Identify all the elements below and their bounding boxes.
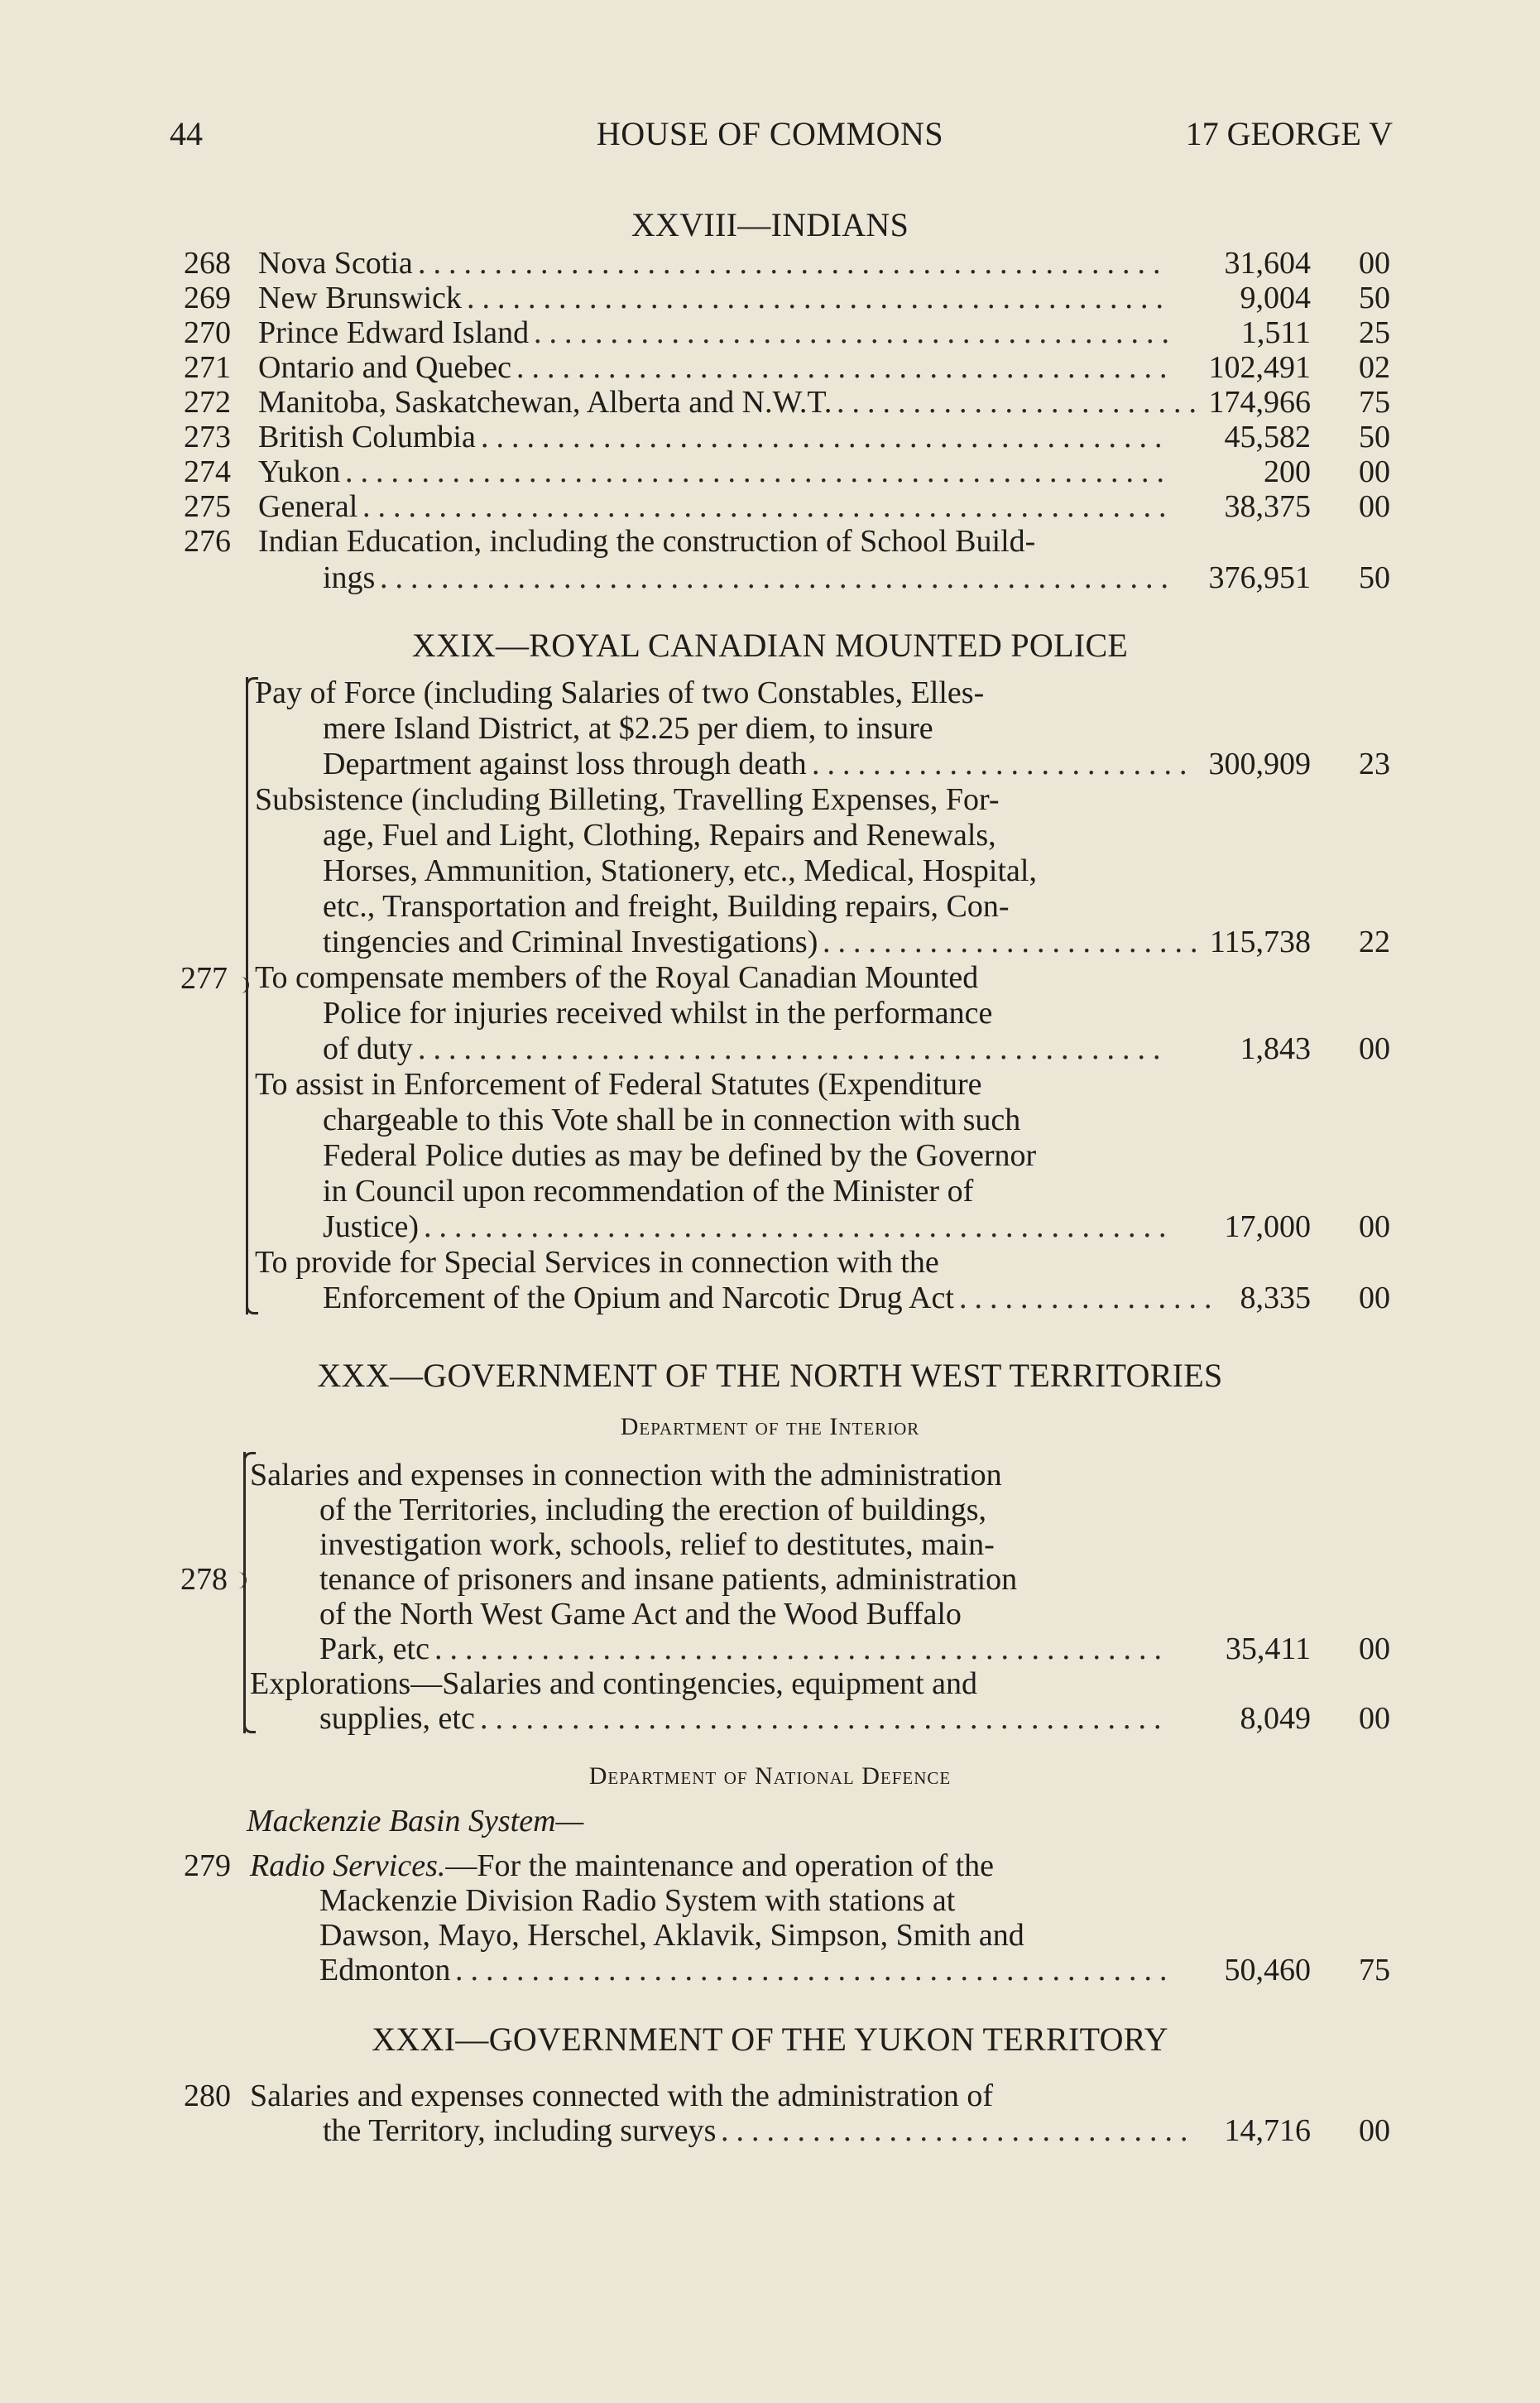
dot-leader: .........................: [812, 747, 1195, 781]
item-line-continued: [0, 1173, 1540, 1209]
item-line-continued: [0, 1492, 1540, 1528]
vote-label: Nova Scotia: [258, 246, 413, 281]
item-line: [0, 1244, 1540, 1281]
department-defence-heading: Department of National Defence: [588, 1762, 952, 1790]
item-line-continued: [0, 1209, 1540, 1245]
vote-amount: 200: [1264, 454, 1311, 489]
vote-amount: 174,966: [1208, 385, 1311, 420]
vote-amount: 9,004: [1240, 281, 1311, 315]
vote-label: Salaries and expenses connected with the administration of: [250, 2079, 994, 2113]
item-label-continued: of the North West Game Act and the Wood Buffalo: [319, 1597, 962, 1632]
item-line-continued: [0, 924, 1540, 960]
vote-label-continued: the Territory, including surveys: [323, 2113, 717, 2148]
item-amount: 8,049: [1240, 1701, 1311, 1736]
vote-row: [0, 315, 1540, 351]
vote-row-279-continued: [0, 1882, 1540, 1919]
vote-number: 279: [184, 1848, 231, 1883]
vote-row-276-line2: [0, 560, 1540, 596]
vote-number: 276: [184, 524, 231, 559]
item-line: [0, 1457, 1540, 1493]
vote-row-279-continued: [0, 1917, 1540, 1954]
section-title-indians: XXVIII—INDIANS: [631, 206, 909, 243]
vote-amount: 45,582: [1224, 420, 1311, 454]
vote-number: 269: [184, 281, 231, 315]
vote-cents: 50: [1359, 281, 1390, 315]
item-line-continued: [0, 1526, 1540, 1563]
vote-row: [0, 419, 1540, 455]
item-label-continued: tingencies and Criminal Investigations): [323, 925, 818, 959]
vote-row-280-line2: [0, 2112, 1540, 2149]
item-label: To assist in Enforcement of Federal Statutes (Expenditure: [255, 1067, 982, 1102]
vote-label-continued: ings: [323, 560, 376, 595]
dot-leader: ...........................................: [516, 350, 1175, 385]
item-label-continued: investigation work, schools, relief to destitutes, main-: [319, 1527, 995, 1562]
vote-amount: 14,716: [1224, 2113, 1311, 2148]
item-label-continued: Department against loss through death: [323, 747, 807, 781]
vote-number: 273: [184, 420, 231, 454]
dot-leader: ..............................................: [467, 281, 1171, 315]
vote-row-280-line1: [0, 2078, 1540, 2114]
vote-cents: 02: [1359, 350, 1390, 385]
item-amount: 8,335: [1240, 1281, 1311, 1315]
item-label: To compensate members of the Royal Canadian Mounted: [255, 960, 979, 995]
section-title-yukon: XXXI—GOVERNMENT OF THE YUKON TERRITORY: [372, 2021, 1168, 2058]
dot-leader: .....................................................: [362, 489, 1174, 524]
vote-label-continued: Mackenzie Division Radio System with stations at: [319, 1883, 956, 1918]
item-label-continued: mere Island District, at $2.25 per diem, to insure: [323, 711, 933, 746]
running-title: HOUSE OF COMMONS: [596, 115, 944, 152]
item-amount: 35,411: [1225, 1632, 1311, 1666]
dot-leader: ...............................: [721, 2113, 1196, 2148]
item-line-continued: [0, 746, 1540, 782]
vote-row: [0, 349, 1540, 386]
vote-number: 280: [184, 2079, 231, 2113]
dot-leader: .........................: [823, 925, 1206, 959]
vote-number: 271: [184, 350, 231, 385]
item-amount: 115,738: [1209, 925, 1311, 959]
vote-cents: 00: [1359, 454, 1390, 489]
item-label-continued: Police for injuries received whilst in the performance: [323, 996, 993, 1031]
vote-amount: 31,604: [1224, 246, 1311, 281]
vote-number: 272: [184, 385, 231, 420]
item-line: [0, 781, 1540, 818]
item-label-continued: Horses, Ammunition, Stationery, etc., Medical, Hospital,: [323, 853, 1037, 888]
vote-amount: 1,511: [1240, 315, 1311, 350]
vote-label: General: [258, 489, 358, 524]
item-label-continued: etc., Transportation and freight, Building repairs, Con-: [323, 889, 1010, 924]
item-line-continued: [0, 1631, 1540, 1667]
regnal-year: 17 GEORGE V: [1185, 115, 1393, 152]
vote-amount: 376,951: [1208, 560, 1311, 595]
item-label-continued: of duty: [323, 1031, 413, 1066]
vote-label: Manitoba, Saskatchewan, Alberta and N.W.T.: [258, 385, 832, 420]
item-cents: 00: [1359, 1632, 1390, 1666]
vote-label: Ontario and Quebec: [258, 350, 511, 385]
item-line: [0, 1665, 1540, 1702]
item-label: Subsistence (including Billeting, Travelling Expenses, For-: [255, 782, 1000, 817]
item-label-continued: Justice): [323, 1209, 420, 1244]
radio-services-text: —For the maintenance and operation of the: [445, 1848, 995, 1883]
vote-number: 268: [184, 246, 231, 281]
vote-cents: 50: [1359, 560, 1390, 595]
item-label-continued: Federal Police duties as may be defined by the Governor: [323, 1138, 1037, 1173]
vote-row: [0, 280, 1540, 316]
vote-label-continued: Edmonton: [319, 1953, 451, 1987]
item-line-continued: [0, 817, 1540, 853]
dot-leader: ...............................................: [455, 1953, 1175, 1987]
item-label: Salaries and expenses in connection with the administration: [250, 1458, 1002, 1492]
item-line-continued: [0, 710, 1540, 747]
vote-amount: 38,375: [1224, 489, 1311, 524]
item-line: [0, 675, 1540, 711]
vote-row: [0, 245, 1540, 281]
vote-label: Indian Education, including the construction of School Build-: [258, 524, 1036, 559]
item-line-continued: [0, 1596, 1540, 1632]
vote-row: [0, 454, 1540, 490]
section-title-nwt: XXX—GOVERNMENT OF THE NORTH WEST TERRITORIES: [317, 1357, 1223, 1394]
vote-row-279-continued: [0, 1952, 1540, 1988]
vote-cents: 50: [1359, 420, 1390, 454]
item-amount: 1,843: [1240, 1031, 1311, 1066]
vote-row-276-line1: [0, 523, 1540, 560]
vote-row: [0, 384, 1540, 421]
vote-number-277: 277: [180, 961, 228, 996]
item-line-continued: [0, 1031, 1540, 1067]
dot-leader: .................................................: [418, 1031, 1168, 1066]
radio-services-lead: Radio Services.: [250, 1848, 446, 1883]
item-label-continued: Park, etc: [319, 1632, 429, 1666]
vote-row-279-line1: [0, 1848, 1540, 1884]
item-line-continued: [0, 995, 1540, 1031]
vote-amount: 102,491: [1208, 350, 1311, 385]
department-interior-heading: Department of the Interior: [620, 1413, 920, 1440]
item-label-continued: tenance of prisoners and insane patients, administration: [319, 1562, 1018, 1597]
vote-cents: 75: [1359, 385, 1390, 420]
dot-leader: ......................................................: [345, 454, 1172, 489]
item-label-continued: age, Fuel and Light, Clothing, Repairs and Renewals,: [323, 818, 996, 853]
vote-number: 270: [184, 315, 231, 350]
dot-leader: ........................: [837, 385, 1204, 420]
item-line-continued: [0, 1280, 1540, 1316]
item-line-continued: [0, 1102, 1540, 1138]
page-number: 44: [170, 115, 203, 152]
vote-label: New Brunswick: [258, 281, 462, 315]
item-amount: 300,909: [1208, 747, 1311, 781]
vote-number: 275: [184, 489, 231, 524]
vote-label: British Columbia: [258, 420, 476, 454]
vote-label: [250, 1848, 994, 1884]
item-line-continued: [0, 888, 1540, 925]
item-label-continued: chargeable to this Vote shall be in connection with such: [323, 1103, 1021, 1137]
item-line: [0, 959, 1540, 996]
vote-row: [0, 488, 1540, 525]
dot-leader: .............................................: [481, 420, 1170, 454]
section-title-rcmp: XXIX—ROYAL CANADIAN MOUNTED POLICE: [411, 627, 1129, 664]
item-amount: 17,000: [1224, 1209, 1311, 1244]
item-label: To provide for Special Services in connection with the: [255, 1245, 939, 1280]
item-line-continued: [0, 853, 1540, 889]
vote-cents: 75: [1359, 1953, 1390, 1987]
vote-cents: 00: [1359, 489, 1390, 524]
item-label-continued: of the Territories, including the erection of buildings,: [319, 1492, 987, 1527]
vote-label: Prince Edward Island: [258, 315, 530, 350]
vote-number: 274: [184, 454, 231, 489]
vote-number-278: 278: [180, 1562, 228, 1597]
item-cents: 22: [1359, 925, 1390, 959]
mackenzie-basin-heading: Mackenzie Basin System—: [247, 1804, 584, 1838]
item-label-continued: Enforcement of the Opium and Narcotic Drug Act: [323, 1281, 954, 1315]
item-line-continued: [0, 1561, 1540, 1598]
item-line-continued: [0, 1137, 1540, 1174]
dot-leader: ..........................................: [534, 315, 1177, 350]
item-label-continued: in Council upon recommendation of the Minister of: [323, 1174, 974, 1209]
vote-label-continued: Dawson, Mayo, Herschel, Aklavik, Simpson, Smith and: [319, 1918, 1024, 1953]
item-cents: 00: [1359, 1209, 1390, 1244]
item-cents: 00: [1359, 1281, 1390, 1315]
dot-leader: .............................................: [480, 1701, 1169, 1736]
item-line: [0, 1066, 1540, 1103]
dot-leader: .................: [959, 1281, 1220, 1315]
item-label: Explorations—Salaries and contingencies, equipment and: [250, 1666, 978, 1701]
vote-label: Yukon: [258, 454, 341, 489]
item-label-continued: supplies, etc: [319, 1701, 475, 1736]
item-line-continued: [0, 1700, 1540, 1737]
dot-leader: ....................................................: [380, 560, 1176, 595]
vote-amount: 50,460: [1224, 1953, 1311, 1987]
item-cents: 00: [1359, 1701, 1390, 1736]
dot-leader: .................................................: [424, 1209, 1174, 1244]
vote-cents: 00: [1359, 246, 1390, 281]
item-cents: 00: [1359, 1031, 1390, 1066]
dot-leader: .................................................: [418, 246, 1168, 281]
item-label: Pay of Force (including Salaries of two Constables, Elles-: [255, 675, 985, 710]
vote-cents: 25: [1359, 315, 1390, 350]
item-cents: 23: [1359, 747, 1390, 781]
dot-leader: ................................................: [434, 1632, 1169, 1666]
vote-cents: 00: [1359, 2113, 1390, 2148]
